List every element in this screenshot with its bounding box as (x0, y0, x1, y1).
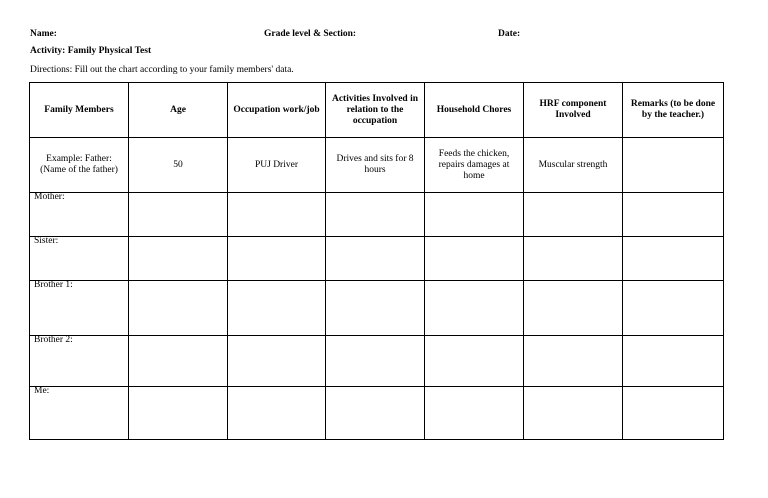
member-label: Me: (34, 386, 50, 396)
family-physical-test-table (29, 82, 724, 440)
col-header-remarks: Remarks (to be done by the teacher.) (623, 83, 724, 138)
input-cell[interactable] (524, 193, 623, 237)
input-cell[interactable] (326, 387, 425, 440)
example-occupation-cell: PUJ Driver (228, 138, 326, 193)
member-label: Mother: (34, 192, 65, 202)
example-activities-cell: Drives and sits for 8 hours (326, 138, 425, 193)
input-cell[interactable] (524, 281, 623, 336)
col-header-age: Age (129, 83, 228, 138)
input-cell[interactable] (425, 281, 524, 336)
table-row (30, 281, 724, 336)
input-cell[interactable] (623, 336, 724, 387)
member-cell-brother-1[interactable] (30, 281, 129, 336)
input-cell[interactable] (425, 336, 524, 387)
input-cell[interactable] (228, 387, 326, 440)
col-header-family-members: Family Members (30, 83, 129, 138)
member-cell-sister[interactable] (30, 237, 129, 281)
input-cell[interactable] (129, 336, 228, 387)
input-cell[interactable] (425, 237, 524, 281)
table-row (30, 387, 724, 440)
input-cell[interactable] (129, 193, 228, 237)
input-cell[interactable] (228, 237, 326, 281)
input-cell[interactable] (129, 387, 228, 440)
member-cell-brother-2[interactable] (30, 336, 129, 387)
member-label: Sister: (34, 236, 59, 246)
directions-text: Directions: Fill out the chart according to your family members' data. (30, 65, 294, 75)
input-cell[interactable] (524, 237, 623, 281)
example-row (30, 138, 724, 193)
example-chores-cell: Feeds the chicken, repairs damages at home (425, 138, 524, 193)
input-cell[interactable] (425, 193, 524, 237)
col-header-activities: Activities Involved in relation to the occupation (326, 83, 425, 138)
input-cell[interactable] (228, 336, 326, 387)
member-cell-mother[interactable] (30, 193, 129, 237)
member-cell-me[interactable] (30, 387, 129, 440)
input-cell[interactable] (326, 281, 425, 336)
name-label: Name: (30, 29, 57, 39)
example-age-cell: 50 (129, 138, 228, 193)
input-cell[interactable] (524, 387, 623, 440)
input-cell[interactable] (326, 336, 425, 387)
member-label: Brother 2: (34, 335, 73, 345)
input-cell[interactable] (228, 281, 326, 336)
table-row (30, 193, 724, 237)
example-hrf-cell: Muscular strength (524, 138, 623, 193)
input-cell[interactable] (623, 193, 724, 237)
input-cell[interactable] (326, 237, 425, 281)
input-cell[interactable] (524, 336, 623, 387)
input-cell[interactable] (129, 237, 228, 281)
table-row (30, 237, 724, 281)
input-cell[interactable] (228, 193, 326, 237)
table-header-row (30, 83, 724, 138)
col-header-hrf-component: HRF component Involved (524, 83, 623, 138)
example-remarks-cell (623, 138, 724, 193)
member-label: Brother 1: (34, 280, 73, 290)
date-label: Date: (498, 29, 521, 39)
input-cell[interactable] (623, 237, 724, 281)
input-cell[interactable] (623, 281, 724, 336)
input-cell[interactable] (326, 193, 425, 237)
col-header-household-chores: Household Chores (425, 83, 524, 138)
activity-title: Activity: Family Physical Test (30, 46, 152, 56)
col-header-occupation: Occupation work/job (228, 83, 326, 138)
input-cell[interactable] (425, 387, 524, 440)
example-member-cell: Example: Father: (Name of the father) (30, 138, 129, 193)
grade-section-label: Grade level & Section: (264, 29, 357, 39)
table-row (30, 336, 724, 387)
input-cell[interactable] (129, 281, 228, 336)
input-cell[interactable] (623, 387, 724, 440)
